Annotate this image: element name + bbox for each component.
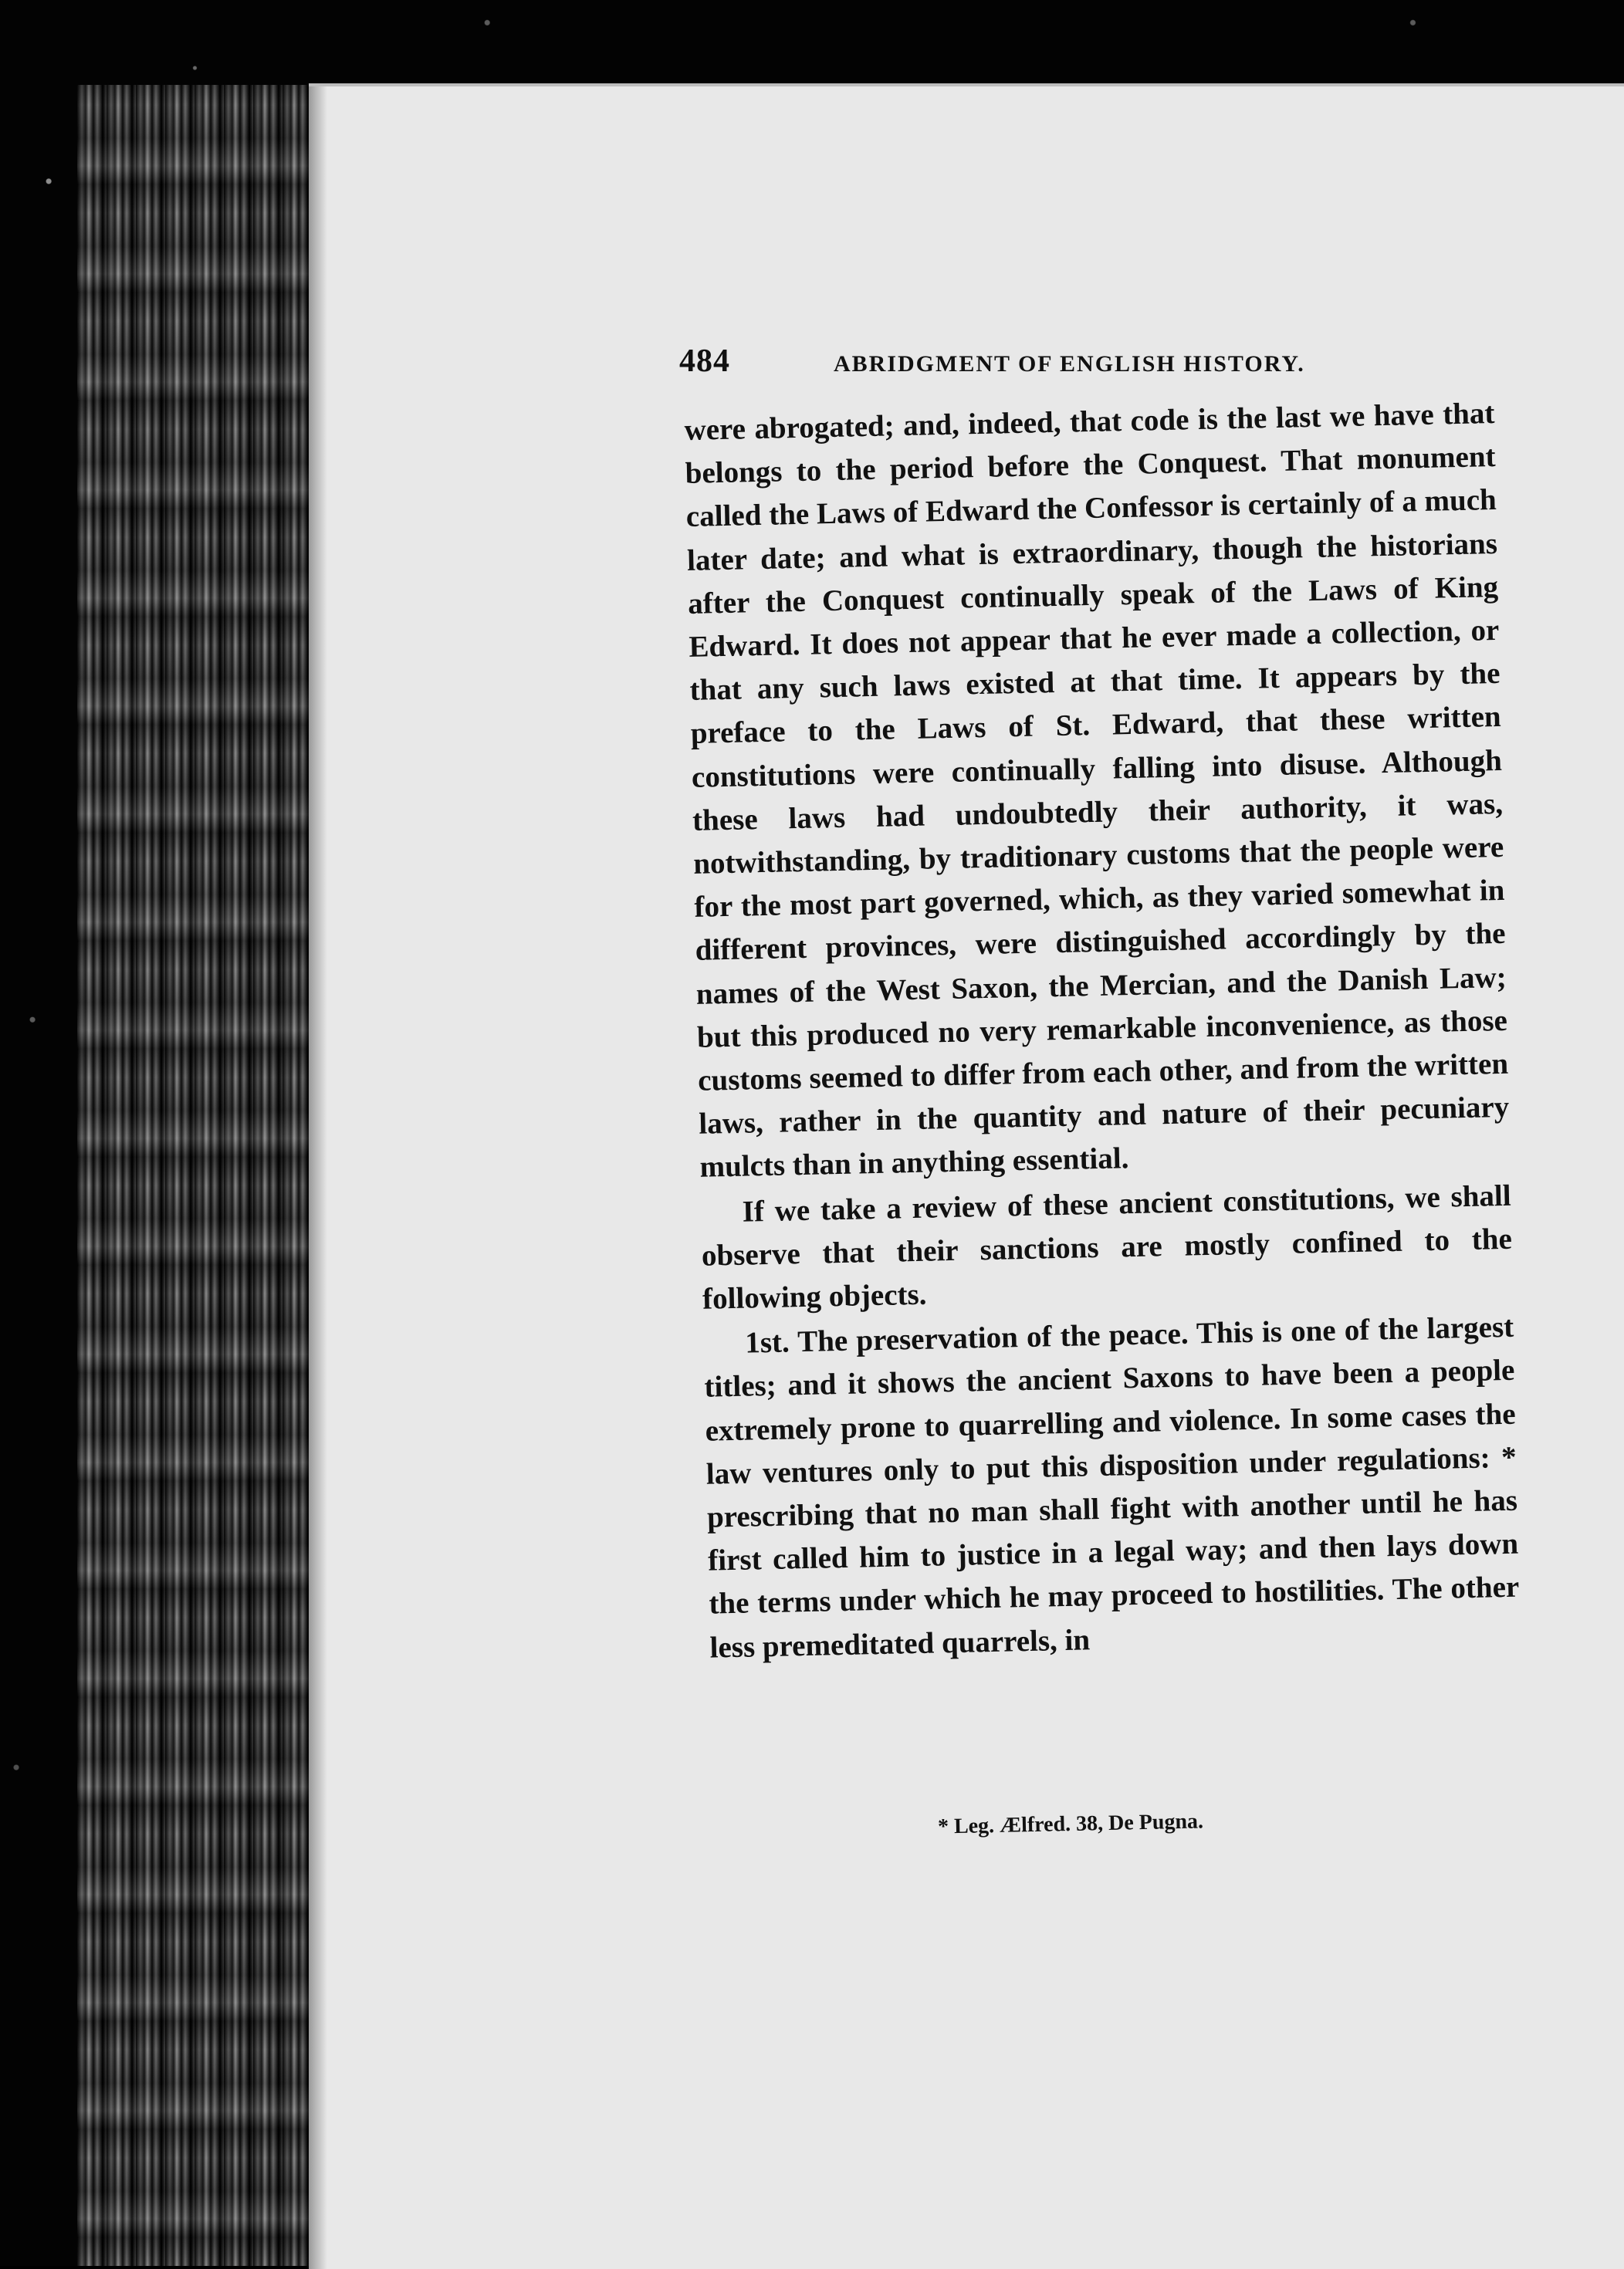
running-head: ABRIDGMENT OF ENGLISH HISTORY. — [834, 351, 1305, 377]
paragraph: 1st. The preservation of the peace. This is one of the largest titles; and it shows the ancient Saxons to have been a people extremely prone to quarrelling and violence. In some cases the law ventures only to put this disposition under regulations: * prescribing that no man shall fight with another until he has first called him to justice in a legal way; and then lays down the terms under which he may proceed to hostilities. The other less premeditated quarrels, in — [704, 1310, 1520, 1665]
page-header — [679, 343, 1474, 380]
body-text — [684, 392, 1521, 1670]
book-page-edges — [77, 85, 309, 2266]
page-gutter-shadow — [309, 86, 327, 2269]
paragraph: If we take a review of these ancient constitutions, we shall observe that their sanctions are mostly confined to the following objects. — [701, 1178, 1513, 1316]
footnote: * Leg. Ælfred. 38, De Pugna. — [937, 1809, 1204, 1839]
page-number: 484 — [679, 343, 730, 379]
paragraph: were abrogated; and, indeed, that code is the last we have that belongs to the period before the Conquest. That monument called the Laws of Edward the Confessor is certainly of a much later date; and what is extraordinary, though the historians after the Conquest continually speak of the Laws of King Edward. It does not appear that he ever made a collection, or that any such laws existed at that time. It appears by the preface to the Laws of St. Edward, that these written constitutions were continually falling into disuse. Although these laws had undoubtedly their authority, it was, notwithstanding, by traditionary customs that the people were for the most part governed, which, as they varied somewhat in different provinces, were distinguished accordingly by the names of the West Saxon, the Mercian, and the Danish Law; but this produced no very remarkable inconvenience, as those customs seemed to differ from each other, and from the written laws, rather in the quantity and nature of their pecuniary mulcts than in anything essential. — [684, 397, 1510, 1185]
